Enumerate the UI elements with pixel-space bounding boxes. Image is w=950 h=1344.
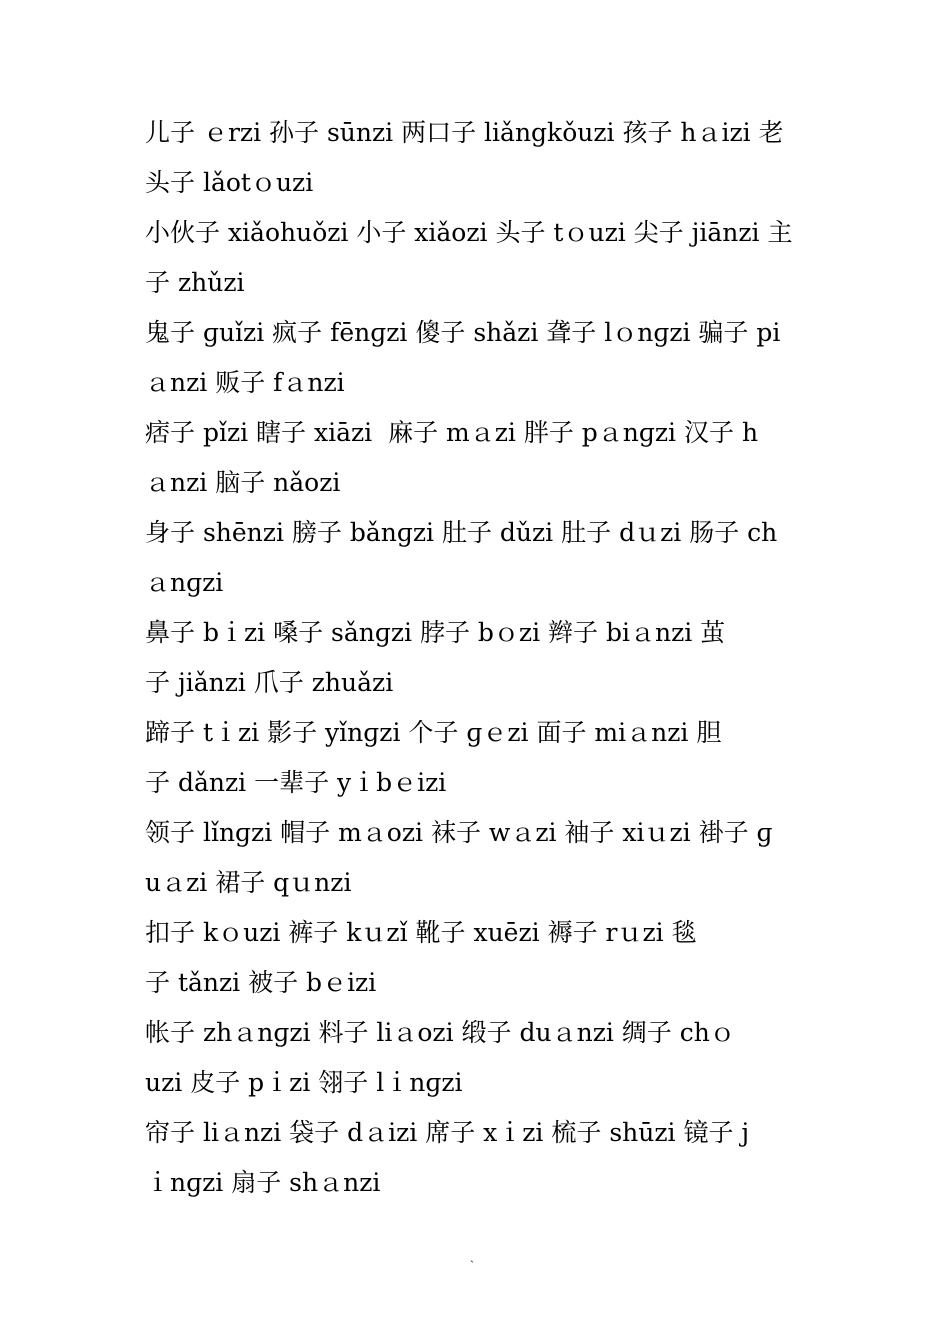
text-line: ｉnɡzi 扇子 shａnzi [145,1168,381,1197]
footer-mark: ` [470,1258,474,1272]
text-line: ａnɡzi [145,568,224,597]
text-line: 子 zhǔzi [145,268,245,297]
text-line: uａzi 裙子 qｕnzi [145,868,352,897]
text-line: 帐子 zhａnɡzi 料子 liａozi 缎子 duａnzi 绸子 chｏ [145,1018,735,1047]
text-line: 鼻子 bｉzi 嗓子 sǎnɡzi 脖子 bｏzi 辫子 biａnzi 茧 [145,618,726,647]
text-line: 蹄子 tｉzi 影子 yǐnɡzi 个子 ɡｅzi 面子 miａnzi 胆 [145,718,722,747]
text-line: 扣子 kｏuzi 裤子 kｕzǐ 靴子 xuēzi 褥子 rｕzi 毯 [145,918,697,947]
text-line: ａnzi 贩子 fａnzi [145,368,345,397]
text-body [145,108,815,1208]
text-line: 子 dǎnzi 一辈子 yｉbｅizi [145,768,447,797]
text-line: ａnzi 脑子 nǎozi [145,468,341,497]
text-line: 痞子 pǐzi 瞎子 xiāzi 麻子 mａzi 胖子 pａnɡzi 汉子 h [145,418,759,447]
text-line: 儿子 ｅrzi 孙子 sūnzi 两口子 liǎngkǒuzi 孩子 hａizi 老 [145,118,784,147]
text-line: 领子 lǐnɡzi 帽子 mａozi 袜子 wａzi 袖子 xiｕzi 褂子 ɡ [145,818,773,847]
text-line: 子 jiǎnzi 爪子 zhuǎzi [145,668,394,697]
text-line: 身子 shēnzi 膀子 bǎnɡzi 肚子 dǔzi 肚子 dｕzi 肠子 ch [145,518,778,547]
text-line: uzi 皮子 pｉzi 翎子 lｉnɡzi [145,1068,463,1097]
text-line: 小伙子 xiǎohuǒzi 小子 xiǎozi 头子 tｏuzi 尖子 jiānzi 主 [145,218,793,247]
text-line: 帘子 liａnzi 袋子 dａizi 席子 xｉzi 梳子 shūzi 镜子 j [145,1118,750,1147]
text-line: 鬼子 ɡuǐzi 疯子 fēnɡzi 傻子 shǎzi 聋子 lｏnɡzi 骗子 pi [145,318,781,347]
text-line: 子 tǎnzi 被子 bｅizi [145,968,377,997]
text-line: 头子 lǎotｏuzi [145,168,314,197]
